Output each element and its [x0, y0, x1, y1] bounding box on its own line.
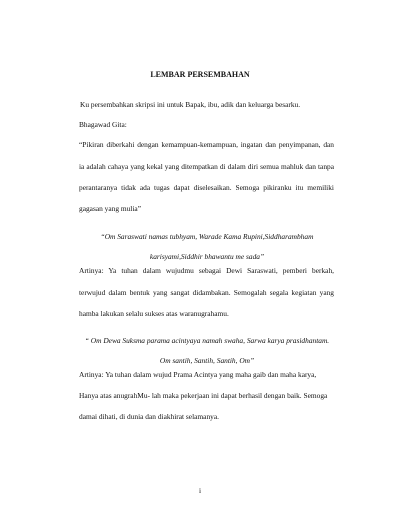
mantra1-line-1: “Om Saraswati namas tubhyam, Warade Kama Rupini,Siddharambham — [100, 232, 314, 241]
mantra2-line-2: Om santih, Santih, Santih, Om” — [159, 356, 255, 365]
gita-line-3: perantaranya tidak ada tugas dapat diselesaikan. Semoga pikiranku itu memiliki — [79, 183, 334, 192]
arti1-line-3: hamba lakukan selalu sukses atas waranugrahamu. — [79, 309, 229, 318]
gita-label: Bhagawad Gita: — [79, 120, 127, 129]
mantra1-line-2: karisyami,Siddhir bhawantu me sada” — [149, 252, 265, 261]
arti2-line-1: Artinya: Ya tuhan dalam wujud Prama Acintya yang maha gaib dan maha karya, — [79, 370, 317, 379]
gita-line-1: “Pikiran diberkahi dengan kemampuan-kemampuan, ingatan dan penyimpanan, dan — [79, 140, 334, 149]
dedication-text: Ku persembahkan skripsi ini untuk Bapak, ibu, adik dan keluarga besarku. — [80, 100, 301, 109]
gita-line-2: ia adalah cahaya yang kekal yang ditempatkan di dalam diri semua mahluk dan tanpa — [79, 162, 334, 171]
mantra2-line-1: “ Om Dewa Suksma parama acintyaya namah swaha, Sarwa karya prasidhantam. — [84, 336, 330, 345]
page-title: LEMBAR PERSEMBAHAN — [150, 70, 250, 79]
gita-line-4: gagasan yang mulia” — [79, 204, 141, 213]
arti2-line-2: Hanya atas anugrahMu- lah maka pekerjaan ini dapat berhasil dengan baik. Semoga — [79, 391, 328, 400]
arti1-line-1: Artinya: Ya tuhan dalam wujudmu sebagai Dewi Saraswati, pemberi berkah, — [79, 266, 334, 275]
arti1-line-2: terwujud dalam bentuk yang sangat didambakan. Semogalah segala kegiatan yang — [79, 288, 334, 297]
arti2-line-3: damai dihati, di dunia dan diakhirat selamanya. — [79, 412, 219, 421]
page-number: i — [198, 486, 202, 495]
